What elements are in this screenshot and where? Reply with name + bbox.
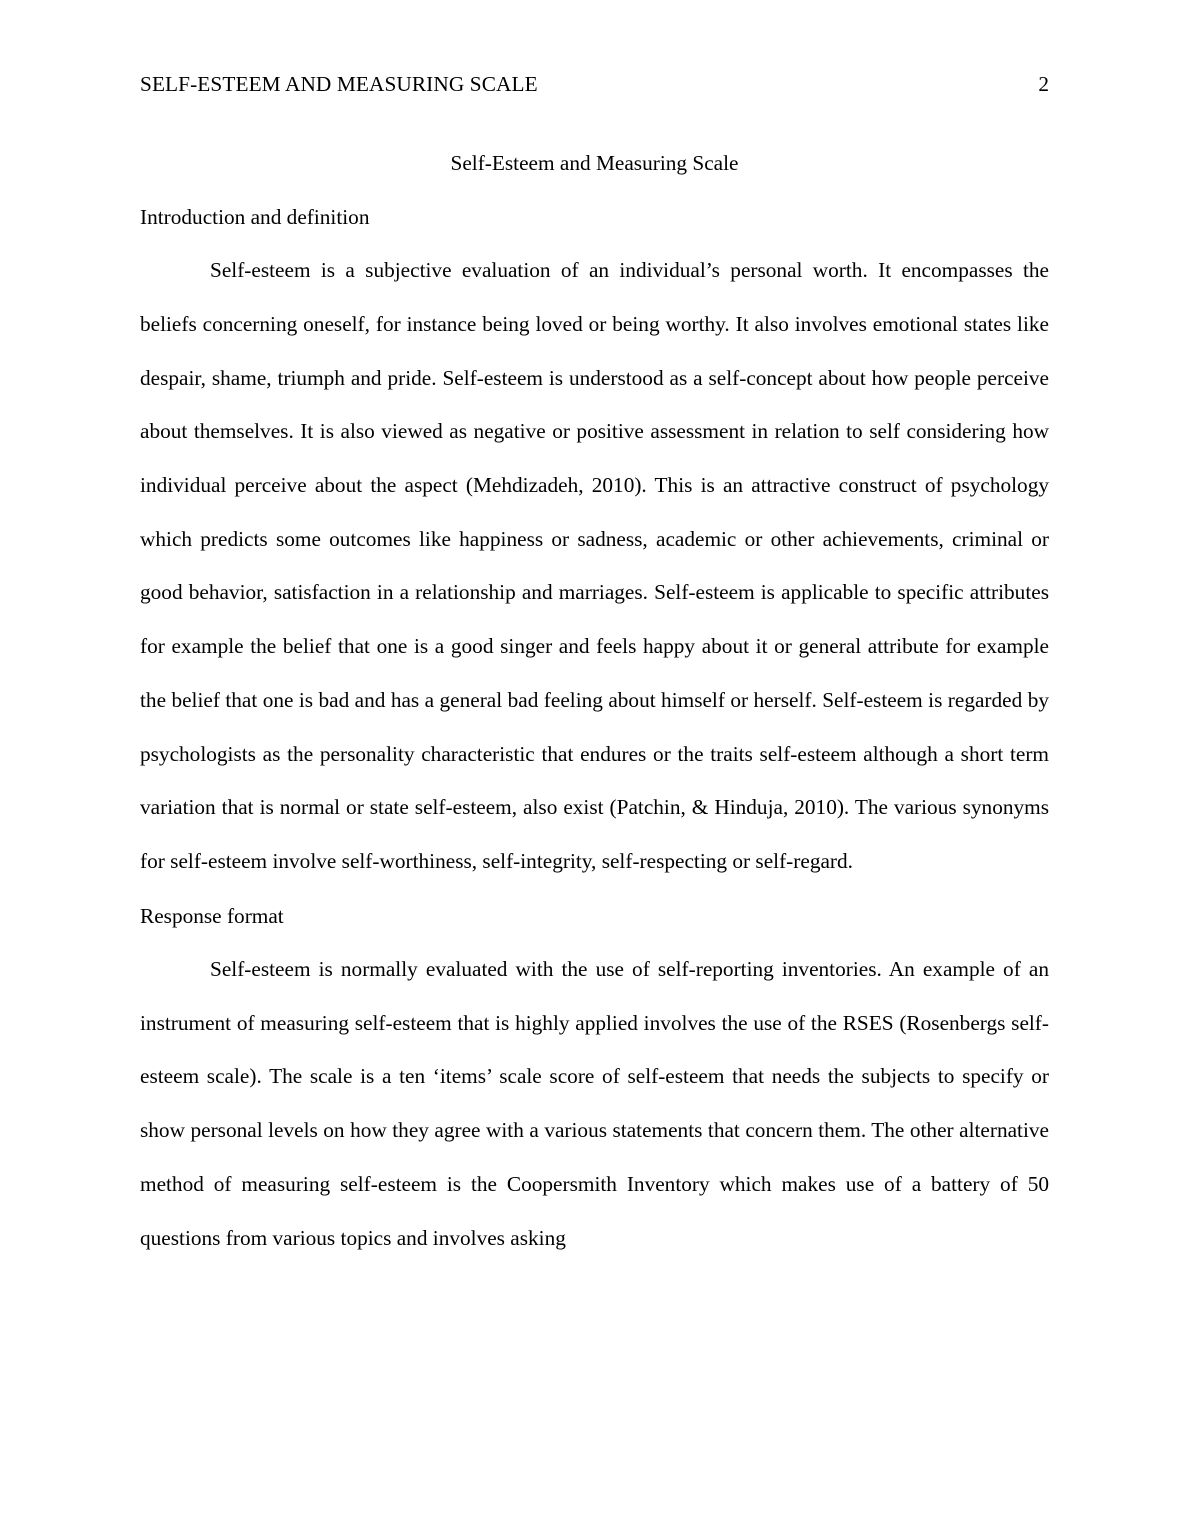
page-header: [140, 70, 1049, 98]
page-number: 2: [1038, 72, 1049, 96]
document-body: [140, 149, 1049, 1291]
paragraph-introduction: Self-esteem is a subjective evaluation of an individual’s personal worth. It encompasses the beliefs concerning oneself, for instance being loved or being worthy. It also involves emotional states like despair, shame, triumph and pride. Self-esteem is understood as a self-concept about how people perceive about themselves. It is also viewed as negative or positive assessment in relation to self considering how individual perceive about the aspect (Mehdizadeh, 2010). This is an attractive construct of psychology which predicts some outcomes like happiness or sadness, academic or other achievements, criminal or good behavior, satisfaction in a relationship and marriages. Self-esteem is applicable to specific attributes for example the belief that one is a good singer and feels happy about it or general attribute for example the belief that one is bad and has a general bad feeling about himself or herself. Self-esteem is regarded by psychologists as the personality characteristic that endures or the traits self-esteem although a short term variation that is normal or state self-esteem, also exist (Patchin, & Hinduja, 2010). The various synonyms for self-esteem involve self-worthiness, self-integrity, self-respecting or self-regard.: [140, 258, 1049, 873]
section-heading-response-format: Response format: [140, 903, 284, 928]
section-heading-introduction: Introduction and definition: [140, 205, 370, 229]
running-head: SELF-ESTEEM AND MEASURING SCALE: [140, 72, 538, 96]
paragraph-response-format: Self-esteem is normally evaluated with the use of self-reporting inventories. An example of an instrument of measuring self-esteem that is highly applied involves the use of the RSES (Rosenbergs self-esteem scale). The scale is a ten ‘items’ scale score of self-esteem that needs the subjects to specify or show personal levels on how they agree with a various statements that concern them. The other alternative method of measuring self-esteem is the Coopersmith Inventory which makes use of a battery of 50 questions from various topics and involves asking: [140, 957, 1049, 1250]
document-title: Self-Esteem and Measuring Scale: [450, 151, 739, 175]
